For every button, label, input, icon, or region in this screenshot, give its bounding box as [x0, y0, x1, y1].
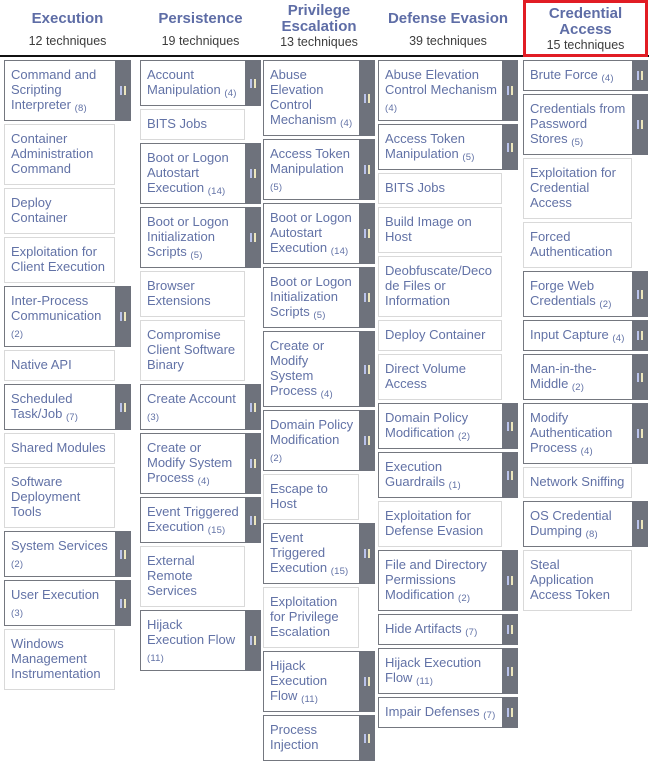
expand-subtechniques-handle[interactable] [245, 384, 261, 430]
handle-bar-icon [254, 79, 256, 88]
expand-subtechniques-handle[interactable] [502, 614, 518, 645]
technique-label: Deploy Container [378, 320, 502, 351]
handle-bar-icon [368, 365, 370, 374]
tactic-count: 19 techniques [161, 34, 240, 48]
handle-bar-icon [637, 120, 639, 129]
tactic-header-execution[interactable] [4, 0, 131, 55]
technique-label: Steal Application Access Token [523, 550, 632, 611]
subtechnique-count: (14) [330, 246, 349, 257]
technique-label: Network Sniffing [523, 467, 632, 498]
technique-cell-access-token-manipulation[interactable] [378, 124, 518, 170]
technique-cell-bits-jobs[interactable] [378, 173, 518, 204]
handle-bar-icon [507, 576, 509, 585]
expand-subtechniques-handle[interactable] [115, 60, 131, 121]
expand-subtechniques-handle[interactable] [115, 286, 131, 347]
subtechnique-count: (15) [207, 525, 226, 536]
expand-subtechniques-handle[interactable] [632, 354, 648, 400]
handle-bar-icon [507, 471, 509, 480]
technique-cell-exploitation-for-privilege-escalation[interactable] [263, 587, 375, 648]
tactic-count: 13 techniques [280, 35, 358, 49]
technique-label: Container Administration Command [4, 124, 115, 185]
expand-subtechniques-handle[interactable] [502, 550, 518, 611]
handle-bar-icon [637, 71, 639, 80]
subtechnique-count: (2) [270, 453, 283, 464]
handle-bar-icon [368, 549, 370, 558]
technique-cell-scheduled-task-job[interactable] [4, 384, 131, 430]
technique-cell-create-account[interactable] [140, 384, 261, 430]
handle-bar-icon [507, 667, 509, 676]
expand-subtechniques-handle[interactable] [359, 715, 375, 761]
expand-subtechniques-handle[interactable] [359, 139, 375, 200]
technique-cell-hijack-execution-flow[interactable] [378, 648, 518, 694]
expand-subtechniques-handle[interactable] [245, 143, 261, 204]
subtechnique-count: (2) [11, 559, 24, 570]
expand-subtechniques-handle[interactable] [359, 267, 375, 328]
subtechnique-count: (11) [416, 676, 434, 687]
handle-bar-icon [368, 734, 370, 743]
technique-label: Input Capture (4) [523, 320, 632, 351]
handle-bar-icon [124, 312, 126, 321]
technique-cell-domain-policy-modification[interactable] [378, 403, 518, 449]
subtechnique-count: (5) [270, 182, 283, 193]
tactic-column-persistence [140, 60, 261, 674]
handle-bar-icon [507, 625, 509, 634]
technique-label: Process Injection [263, 715, 359, 761]
expand-subtechniques-handle[interactable] [502, 697, 518, 728]
handle-bar-icon [637, 373, 639, 382]
technique-label: Execution Guardrails (1) [378, 452, 502, 498]
handle-bar-icon [637, 520, 639, 529]
handle-bar-icon [368, 677, 370, 686]
technique-cell-boot-or-logon-autostart-execution[interactable] [263, 203, 375, 264]
technique-label: Boot or Logon Initialization Scripts (5) [140, 207, 245, 268]
technique-label: Access Token Manipulation (5) [378, 124, 502, 170]
technique-label: BITS Jobs [140, 109, 245, 140]
subtechnique-count: (7) [465, 627, 478, 638]
tactic-header-defense-evasion[interactable] [378, 0, 518, 55]
handle-bar-icon [511, 708, 513, 717]
subtechnique-count: (4) [197, 476, 210, 487]
subtechnique-count: (1) [448, 480, 461, 491]
handle-bar-icon [254, 233, 256, 242]
technique-label: File and Directory Permissions Modification (2) [378, 550, 502, 611]
tactic-count: 12 techniques [28, 34, 107, 48]
tactic-count: 15 techniques [546, 38, 625, 52]
technique-cell-direct-volume-access[interactable] [378, 354, 518, 400]
technique-label: Hijack Execution Flow (11) [263, 651, 359, 712]
technique-cell-inter-process-communication[interactable] [4, 286, 131, 347]
subtechnique-count: (3) [147, 412, 160, 423]
tactic-title: Credential Access [548, 5, 623, 38]
technique-cell-external-remote-services[interactable] [140, 546, 261, 607]
handle-bar-icon [368, 94, 370, 103]
technique-cell-abuse-elevation-control-mechanism[interactable] [263, 60, 375, 136]
technique-label: Create or Modify System Process (4) [263, 331, 359, 407]
technique-label: Exploitation for Defense Evasion [378, 501, 502, 547]
expand-subtechniques-handle[interactable] [245, 207, 261, 268]
handle-bar-icon [368, 293, 370, 302]
subtechnique-count: (5) [462, 152, 475, 163]
subtechnique-count: (4) [320, 389, 333, 400]
handle-bar-icon [641, 331, 643, 340]
tactic-title: Privilege Escalation [281, 2, 357, 35]
handle-bar-icon [254, 403, 256, 412]
subtechnique-count: (15) [330, 566, 349, 577]
tactic-column-credential-access [523, 60, 648, 614]
technique-label: OS Credential Dumping (8) [523, 501, 632, 547]
expand-subtechniques-handle[interactable] [502, 60, 518, 121]
technique-label: Account Manipulation (4) [140, 60, 245, 106]
expand-subtechniques-handle[interactable] [632, 501, 648, 547]
technique-label: Boot or Logon Autostart Execution (14) [140, 143, 245, 204]
handle-bar-icon [641, 520, 643, 529]
subtechnique-count: (2) [458, 593, 471, 604]
subtechnique-count: (2) [599, 299, 612, 310]
subtechnique-count: (5) [313, 310, 326, 321]
technique-cell-native-api[interactable] [4, 350, 131, 381]
technique-cell-modify-authentication-process[interactable] [523, 403, 648, 464]
handle-bar-icon [364, 436, 366, 445]
technique-label: Direct Volume Access [378, 354, 502, 400]
technique-label: Abuse Elevation Control Mechanism (4) [378, 60, 502, 121]
handle-bar-icon [364, 677, 366, 686]
technique-cell-hijack-execution-flow[interactable] [140, 610, 261, 671]
technique-cell-system-services[interactable] [4, 531, 131, 577]
subtechnique-count: (4) [340, 118, 353, 129]
technique-label: Impair Defenses (7) [378, 697, 502, 728]
subtechnique-count: (5) [571, 137, 584, 148]
technique-label: Modify Authentication Process (4) [523, 403, 632, 464]
expand-subtechniques-handle[interactable] [502, 403, 518, 449]
expand-subtechniques-handle[interactable] [359, 60, 375, 136]
technique-label: Create or Modify System Process (4) [140, 433, 245, 494]
technique-label: Brute Force (4) [523, 60, 632, 91]
technique-cell-bits-jobs[interactable] [140, 109, 261, 140]
expand-subtechniques-handle[interactable] [115, 580, 131, 626]
handle-bar-icon [641, 373, 643, 382]
handle-bar-icon [364, 734, 366, 743]
expand-subtechniques-handle[interactable] [632, 94, 648, 155]
technique-label: External Remote Services [140, 546, 245, 607]
technique-cell-process-injection[interactable] [263, 715, 375, 761]
handle-bar-icon [511, 576, 513, 585]
technique-label: BITS Jobs [378, 173, 502, 204]
technique-cell-impair-defenses[interactable] [378, 697, 518, 728]
technique-label: Browser Extensions [140, 271, 245, 317]
handle-bar-icon [637, 429, 639, 438]
technique-cell-network-sniffing[interactable] [523, 467, 648, 498]
technique-label: Windows Management Instrumentation [4, 629, 115, 690]
technique-cell-deploy-container[interactable] [4, 188, 131, 234]
technique-cell-command-and-scripting-interpreter[interactable] [4, 60, 131, 121]
tactic-column-defense-evasion [378, 60, 518, 731]
subtechnique-count: (11) [147, 653, 164, 664]
technique-cell-execution-guardrails[interactable] [378, 452, 518, 498]
subtechnique-count: (4) [601, 73, 614, 84]
technique-label: Hide Artifacts (7) [378, 614, 502, 645]
technique-label: Native API [4, 350, 115, 381]
technique-label: Hijack Execution Flow (11) [140, 610, 245, 671]
handle-bar-icon [120, 312, 122, 321]
subtechnique-count: (4) [612, 333, 625, 344]
expand-subtechniques-handle[interactable] [115, 384, 131, 430]
technique-cell-credentials-from-password-stores[interactable] [523, 94, 648, 155]
technique-label: Access Token Manipulation (5) [263, 139, 359, 200]
handle-bar-icon [254, 516, 256, 525]
handle-bar-icon [254, 459, 256, 468]
handle-bar-icon [254, 636, 256, 645]
handle-bar-icon [511, 422, 513, 431]
technique-cell-deobfuscate-decode-files-or-information[interactable] [378, 256, 518, 317]
handle-bar-icon [120, 550, 122, 559]
handle-bar-icon [641, 290, 643, 299]
handle-bar-icon [641, 429, 643, 438]
expand-subtechniques-handle[interactable] [502, 648, 518, 694]
technique-label: Boot or Logon Initialization Scripts (5) [263, 267, 359, 328]
technique-cell-boot-or-logon-autostart-execution[interactable] [140, 143, 261, 204]
handle-bar-icon [124, 403, 126, 412]
handle-bar-icon [507, 708, 509, 717]
technique-cell-steal-application-access-token[interactable] [523, 550, 648, 611]
technique-label: Software Deployment Tools [4, 467, 115, 528]
technique-label: Credentials from Password Stores (5) [523, 94, 632, 155]
technique-cell-boot-or-logon-initialization-scripts[interactable] [263, 267, 375, 328]
expand-subtechniques-handle[interactable] [245, 60, 261, 106]
handle-bar-icon [124, 86, 126, 95]
technique-cell-create-or-modify-system-process[interactable] [263, 331, 375, 407]
tactic-title: Execution [31, 9, 104, 27]
technique-label: Command and Scripting Interpreter (8) [4, 60, 115, 121]
handle-bar-icon [511, 667, 513, 676]
technique-label: Escape to Host [263, 474, 359, 520]
handle-bar-icon [250, 169, 252, 178]
technique-cell-hijack-execution-flow[interactable] [263, 651, 375, 712]
tactic-header-credential-access[interactable] [523, 0, 648, 57]
expand-subtechniques-handle[interactable] [359, 203, 375, 264]
handle-bar-icon [250, 403, 252, 412]
handle-bar-icon [507, 422, 509, 431]
technique-label: Exploitation for Privilege Escalation [263, 587, 359, 648]
tactic-column-execution [4, 60, 131, 693]
expand-subtechniques-handle[interactable] [632, 60, 648, 91]
handle-bar-icon [507, 86, 509, 95]
handle-bar-icon [637, 290, 639, 299]
subtechnique-count: (5) [190, 250, 203, 261]
subtechnique-count: (8) [585, 529, 598, 540]
expand-subtechniques-handle[interactable] [632, 320, 648, 351]
expand-subtechniques-handle[interactable] [115, 531, 131, 577]
technique-cell-software-deployment-tools[interactable] [4, 467, 131, 528]
technique-label: Forced Authentication [523, 222, 632, 268]
subtechnique-count: (4) [580, 446, 593, 457]
technique-cell-file-and-directory-permissions-modification[interactable] [378, 550, 518, 611]
handle-bar-icon [511, 471, 513, 480]
technique-cell-event-triggered-execution[interactable] [263, 523, 375, 584]
tactic-header-persistence[interactable] [140, 0, 261, 55]
expand-subtechniques-handle[interactable] [245, 497, 261, 543]
technique-label: Create Account (3) [140, 384, 245, 430]
technique-cell-boot-or-logon-initialization-scripts[interactable] [140, 207, 261, 268]
technique-cell-man-in-the-middle[interactable] [523, 354, 648, 400]
technique-label: Exploitation for Credential Access [523, 158, 632, 219]
subtechnique-count: (2) [458, 431, 471, 442]
technique-cell-deploy-container[interactable] [378, 320, 518, 351]
handle-bar-icon [254, 169, 256, 178]
subtechnique-count: (7) [65, 412, 79, 423]
handle-bar-icon [368, 165, 370, 174]
technique-cell-os-credential-dumping[interactable] [523, 501, 648, 547]
handle-bar-icon [120, 599, 122, 608]
technique-cell-brute-force[interactable] [523, 60, 648, 91]
subtechnique-count: (2) [11, 329, 24, 340]
technique-label: Scheduled Task/Job (7) [4, 384, 115, 430]
expand-subtechniques-handle[interactable] [245, 433, 261, 494]
technique-cell-event-triggered-execution[interactable] [140, 497, 261, 543]
handle-bar-icon [637, 331, 639, 340]
technique-cell-exploitation-for-credential-access[interactable] [523, 158, 648, 219]
technique-label: Event Triggered Execution (15) [263, 523, 359, 584]
technique-label: Domain Policy Modification (2) [263, 410, 359, 471]
handle-bar-icon [507, 143, 509, 152]
subtechnique-count: (4) [385, 103, 398, 114]
subtechnique-count: (7) [483, 710, 496, 721]
subtechnique-count: (11) [301, 694, 319, 705]
handle-bar-icon [511, 86, 513, 95]
tactic-title: Persistence [158, 9, 243, 27]
technique-cell-build-image-on-host[interactable] [378, 207, 518, 253]
handle-bar-icon [124, 550, 126, 559]
technique-label: Hijack Execution Flow (11) [378, 648, 502, 694]
subtechnique-count: (2) [571, 382, 585, 393]
technique-label: Domain Policy Modification (2) [378, 403, 502, 449]
technique-cell-create-or-modify-system-process[interactable] [140, 433, 261, 494]
subtechnique-count: (3) [11, 608, 24, 619]
technique-label: Deploy Container [4, 188, 115, 234]
technique-cell-escape-to-host[interactable] [263, 474, 375, 520]
technique-label: Shared Modules [4, 433, 115, 464]
handle-bar-icon [120, 86, 122, 95]
expand-subtechniques-handle[interactable] [359, 523, 375, 584]
tactic-column-privilege-escalation [263, 60, 375, 764]
subtechnique-count: (4) [224, 88, 237, 99]
technique-cell-account-manipulation[interactable] [140, 60, 261, 106]
technique-cell-user-execution[interactable] [4, 580, 131, 626]
technique-label: System Services (2) [4, 531, 115, 577]
handle-bar-icon [250, 516, 252, 525]
tactic-count: 39 techniques [409, 34, 487, 48]
handle-bar-icon [511, 143, 513, 152]
expand-subtechniques-handle[interactable] [359, 651, 375, 712]
handle-bar-icon [124, 599, 126, 608]
expand-subtechniques-handle[interactable] [502, 124, 518, 170]
handle-bar-icon [250, 233, 252, 242]
technique-label: Exploitation for Client Execution [4, 237, 115, 283]
expand-subtechniques-handle[interactable] [502, 452, 518, 498]
technique-cell-hide-artifacts[interactable] [378, 614, 518, 645]
technique-cell-windows-management-instrumentation[interactable] [4, 629, 131, 690]
handle-bar-icon [368, 436, 370, 445]
handle-bar-icon [511, 625, 513, 634]
technique-label: Man-in-the-Middle (2) [523, 354, 632, 400]
technique-cell-shared-modules[interactable] [4, 433, 131, 464]
technique-cell-forge-web-credentials[interactable] [523, 271, 648, 317]
handle-bar-icon [250, 459, 252, 468]
handle-bar-icon [364, 293, 366, 302]
technique-cell-exploitation-for-client-execution[interactable] [4, 237, 131, 283]
handle-bar-icon [641, 71, 643, 80]
technique-label: Build Image on Host [378, 207, 502, 253]
technique-label: Inter-Process Communication (2) [4, 286, 115, 347]
subtechnique-count: (8) [74, 103, 87, 114]
tactic-title: Defense Evasion [387, 9, 509, 27]
technique-label: Boot or Logon Autostart Execution (14) [263, 203, 359, 264]
handle-bar-icon [364, 94, 366, 103]
technique-label: User Execution (3) [4, 580, 115, 626]
expand-subtechniques-handle[interactable] [359, 331, 375, 407]
technique-cell-compromise-client-software-binary[interactable] [140, 320, 261, 381]
handle-bar-icon [250, 79, 252, 88]
technique-label: Forge Web Credentials (2) [523, 271, 632, 317]
expand-subtechniques-handle[interactable] [632, 403, 648, 464]
technique-cell-container-administration-command[interactable] [4, 124, 131, 185]
technique-label: Abuse Elevation Control Mechanism (4) [263, 60, 359, 136]
technique-cell-domain-policy-modification[interactable] [263, 410, 375, 471]
technique-cell-access-token-manipulation[interactable] [263, 139, 375, 200]
tactic-header-privilege-escalation[interactable] [263, 0, 375, 55]
expand-subtechniques-handle[interactable] [359, 410, 375, 471]
handle-bar-icon [364, 165, 366, 174]
handle-bar-icon [364, 229, 366, 238]
technique-cell-forced-authentication[interactable] [523, 222, 648, 268]
handle-bar-icon [641, 120, 643, 129]
technique-cell-abuse-elevation-control-mechanism[interactable] [378, 60, 518, 121]
handle-bar-icon [364, 365, 366, 374]
technique-label: Compromise Client Software Binary [140, 320, 245, 381]
expand-subtechniques-handle[interactable] [632, 271, 648, 317]
handle-bar-icon [120, 403, 122, 412]
expand-subtechniques-handle[interactable] [245, 610, 261, 671]
technique-cell-input-capture[interactable] [523, 320, 648, 351]
handle-bar-icon [250, 636, 252, 645]
technique-label: Event Triggered Execution (15) [140, 497, 245, 543]
handle-bar-icon [368, 229, 370, 238]
technique-label: Deobfuscate/Decode Files or Information [378, 256, 502, 317]
technique-cell-browser-extensions[interactable] [140, 271, 261, 317]
technique-cell-exploitation-for-defense-evasion[interactable] [378, 501, 518, 547]
subtechnique-count: (14) [207, 186, 226, 197]
handle-bar-icon [364, 549, 366, 558]
